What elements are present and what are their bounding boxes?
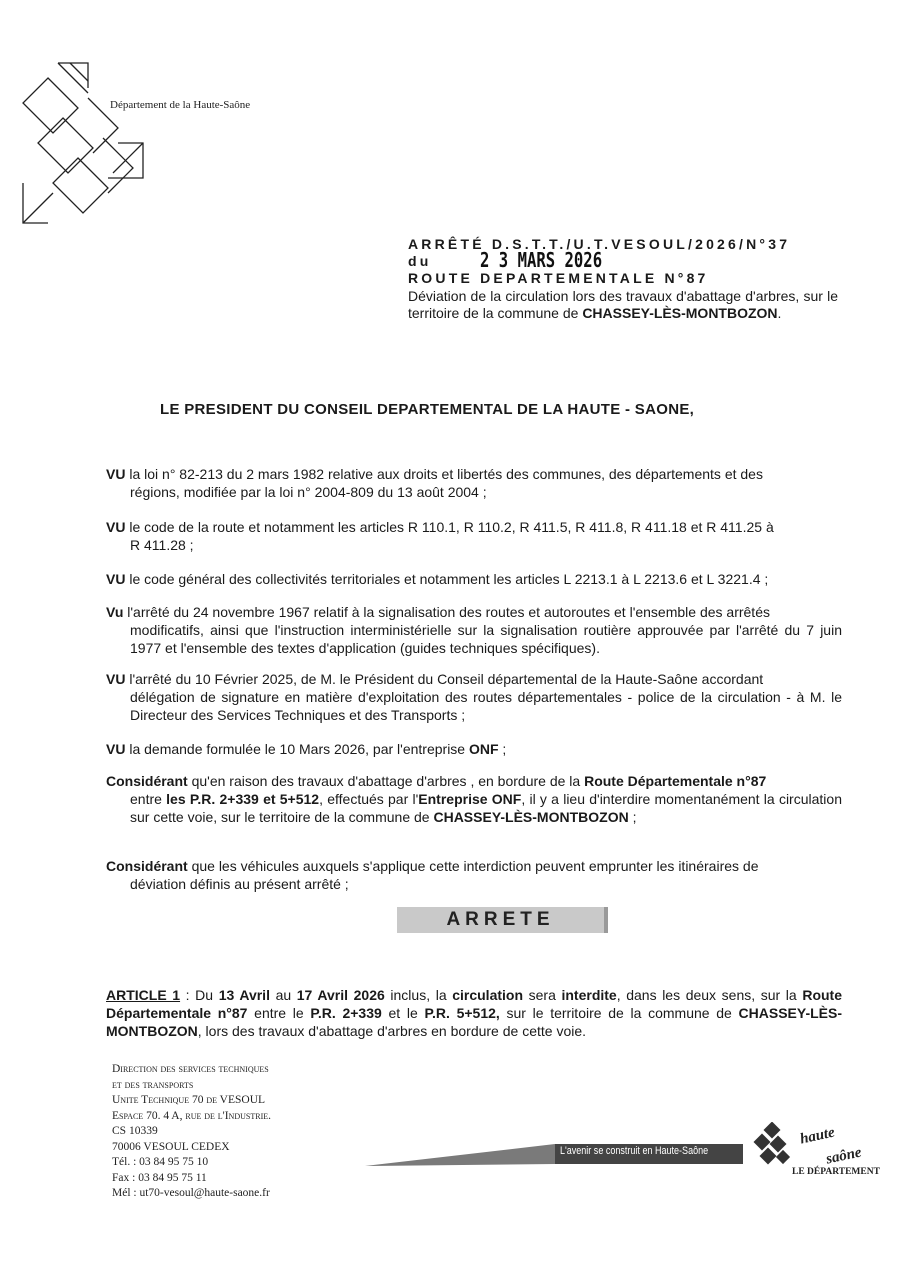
- decree-date-line: [408, 253, 838, 270]
- article-text: sera: [523, 987, 562, 1003]
- logo-text-departement: LE DÉPARTEMENT: [792, 1167, 880, 1177]
- address-line: 70006 VESOUL CEDEX: [112, 1140, 230, 1153]
- visa-paragraph: [106, 465, 842, 501]
- date-stamp: 2 3 MARS 2026: [480, 248, 603, 272]
- visa-text: l'arrêté du 24 novembre 1967 relatif à la signalisation des routes et autoroutes et l'ensemble des arrêtés: [127, 604, 770, 620]
- visa-text-continued: régions, modifiée par la loi n° 2004-809 du 13 août 2004 ;: [130, 484, 487, 500]
- president-heading: LE PRESIDENT DU CONSEIL DEPARTEMENTAL DE LA HAUTE - SAONE,: [160, 401, 695, 418]
- pr-range: les P.R. 2+339 et 5+512: [166, 791, 320, 807]
- address-line: Direction des services techniques: [112, 1063, 269, 1075]
- article-bold: 17 Avril 2026: [296, 987, 385, 1003]
- consideration-text: , il y a lieu d'interdire momentanément la circulation sur cette voie, sur le territoire de la commune de: [130, 791, 842, 825]
- visa-paragraph: [106, 740, 842, 758]
- consideration-text: entre: [130, 791, 167, 807]
- consideration-lead: Considérant: [106, 858, 188, 874]
- fax-number: Fax : 03 84 95 75 11: [112, 1171, 207, 1184]
- article-bold: interdite: [561, 987, 617, 1003]
- visa-text: la loi n° 82-213 du 2 mars 1982 relative aux droits et libertés des communes, des départements et des: [129, 466, 763, 482]
- article-text: et le: [381, 1005, 425, 1021]
- consideration-text: ;: [628, 809, 637, 825]
- description-end: .: [777, 305, 782, 321]
- consideration-text: qu'en raison des travaux d'abattage d'arbres , en bordure de la: [187, 773, 585, 789]
- consideration-paragraph: [106, 772, 842, 826]
- footer-address: [112, 1062, 271, 1202]
- decree-reference: ARRÊTÉ D.S.T.T./U.T.VESOUL/2026/N°37: [408, 236, 791, 252]
- company-name: Entreprise ONF: [418, 791, 522, 807]
- article-bold: CHASSEY-LÈS-MONTBOZON: [106, 1005, 842, 1039]
- article-text: sur le territoire de la commune de: [499, 1005, 739, 1021]
- description-text: Déviation de la circulation lors des travaux d'abattage d'arbres, sur le territoire de la commune de: [408, 288, 838, 321]
- consideration-text: que les véhicules auxquels s'applique cette interdiction peuvent emprunter les itinéraires de: [187, 858, 759, 874]
- arrete-banner: ARRETE: [397, 907, 608, 933]
- address-line: et des transports: [112, 1078, 194, 1091]
- visa-lead: VU: [106, 671, 126, 687]
- visa-text: le code général des collectivités territoriales et notamment les articles L 2213.1 à L 2213.6 et L 3221.4 ;: [129, 571, 769, 587]
- visa-lead: Vu: [106, 604, 124, 620]
- address-line: CS 10339: [112, 1125, 158, 1137]
- article-bold: Route Départementale n°87: [106, 987, 842, 1021]
- visa-text-continued: délégation de signature en matière d'exploitation des routes départementales - police de la circulation - à M. le Directeur des Services Techniques et des Transports ;: [130, 689, 842, 723]
- visa-paragraph: [106, 670, 842, 724]
- visa-paragraph: [106, 518, 842, 554]
- consideration-lead: Considérant: [106, 773, 188, 789]
- date-prefix: du: [408, 253, 432, 269]
- article-text: au: [269, 987, 297, 1003]
- visa-lead: VU: [106, 571, 126, 587]
- visa-lead: VU: [106, 741, 126, 757]
- logo-text-saone: saône: [824, 1144, 864, 1168]
- logo-text-haute: haute: [798, 1124, 837, 1148]
- visa-text-continued: modificatifs, ainsi que l'instruction interministérielle sur la signalisation routière approuvée par l'arrêté du 7 juin 1977 et l'ensemble des textes d'application (guides techniques spécifiques).: [130, 622, 842, 656]
- phone-number: Tél. : 03 84 95 75 10: [112, 1156, 209, 1168]
- address-line: Unite Technique 70 de VESOUL: [112, 1094, 266, 1106]
- company-name: ONF: [468, 741, 499, 757]
- department-logo-icon: [18, 58, 148, 228]
- commune-name: CHASSEY-LÈS-MONTBOZON: [433, 809, 629, 825]
- visa-lead: VU: [106, 466, 126, 482]
- article-label: ARTICLE 1: [106, 987, 181, 1003]
- road-title: ROUTE DEPARTEMENTALE N°87: [408, 270, 709, 286]
- consideration-text: , effectués par l': [319, 791, 419, 807]
- article-text: : Du: [180, 987, 219, 1003]
- article-text: inclus, la: [384, 987, 453, 1003]
- article-text: , dans les deux sens, sur la: [616, 987, 803, 1003]
- article-bold: P.R. 2+339: [310, 1005, 382, 1021]
- visa-text: la demande formulée le 10 Mars 2026, par l'entreprise: [129, 741, 469, 757]
- visa-text: l'arrêté du 10 Février 2025, de M. le Président du Conseil départemental de la Haute-Saône accordant: [129, 671, 764, 687]
- visa-paragraph: [106, 603, 842, 657]
- slogan-text: L'avenir se construit en Haute-Saône: [560, 1145, 709, 1157]
- article-bold: P.R. 5+512,: [424, 1005, 500, 1021]
- visa-text: le code de la route et notamment les articles R 110.1, R 110.2, R 411.5, R 411.8, R 411.18 et R 411.25 à: [129, 519, 774, 535]
- article-1: [106, 986, 842, 1040]
- decree-description: [408, 288, 838, 322]
- haute-saone-logo-icon: [752, 1122, 800, 1170]
- visa-lead: VU: [106, 519, 126, 535]
- article-text: entre le: [247, 1005, 311, 1021]
- visa-text-continued: R 411.28 ;: [130, 537, 194, 553]
- article-text: , lors des travaux d'abattage d'arbres en bordure de cette voie.: [197, 1023, 587, 1039]
- visa-end: ;: [498, 741, 507, 757]
- road-name: Route Départementale n°87: [584, 773, 767, 789]
- department-name: Département de la Haute-Saône: [110, 99, 251, 111]
- decree-title-block: [408, 236, 838, 322]
- address-line: Espace 70. 4 A, rue de l'Industrie.: [112, 1109, 271, 1122]
- consideration-paragraph: [106, 857, 842, 893]
- commune-name: CHASSEY-LÈS-MONTBOZON: [582, 305, 778, 321]
- consideration-text-continued: déviation définis au présent arrêté ;: [130, 876, 349, 892]
- article-bold: circulation: [452, 987, 524, 1003]
- article-bold: 13 Avril: [218, 987, 270, 1003]
- visa-paragraph: [106, 570, 842, 588]
- email-address: Mél : ut70-vesoul@haute-saone.fr: [112, 1187, 270, 1199]
